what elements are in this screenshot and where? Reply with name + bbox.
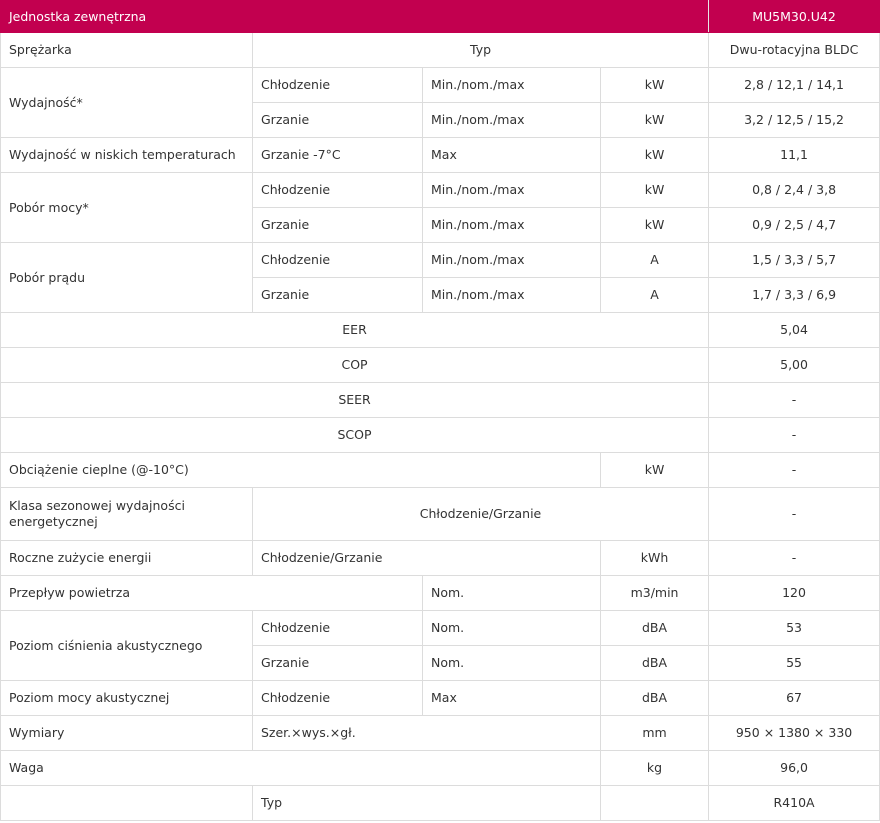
value-cell: 1,5 / 3,3 / 5,7 (709, 243, 880, 278)
table-row (1, 383, 880, 418)
mode-cell: Chłodzenie (253, 681, 423, 716)
table-row (1, 611, 880, 646)
table-row (1, 313, 880, 348)
table-header-row (1, 1, 880, 33)
value-cell: Dwu-rotacyjna BLDC (709, 33, 880, 68)
table-row (1, 681, 880, 716)
row-label: Roczne zużycie energii (1, 541, 253, 576)
spec-cell: Nom. (423, 611, 601, 646)
row-label: Klasa sezonowej wydajności energetycznej (1, 488, 253, 541)
unit-cell: dBA (601, 681, 709, 716)
unit-cell: kW (601, 68, 709, 103)
spec-cell: Typ (253, 33, 709, 68)
mode-cell: Grzanie (253, 646, 423, 681)
value-cell: 2,8 / 12,1 / 14,1 (709, 68, 880, 103)
unit-cell: A (601, 243, 709, 278)
table-title: Jednostka zewnętrzna (1, 1, 709, 33)
value-cell: R410A (709, 786, 880, 821)
row-label: EER (1, 313, 709, 348)
spec-cell: Min./nom./max (423, 243, 601, 278)
value-cell: 3,2 / 12,5 / 15,2 (709, 103, 880, 138)
unit-cell: kW (601, 173, 709, 208)
row-label: Wydajność w niskich temperaturach (1, 138, 253, 173)
value-cell: - (709, 418, 880, 453)
row-label: COP (1, 348, 709, 383)
mode-cell: Grzanie (253, 278, 423, 313)
table-row (1, 33, 880, 68)
mode-cell: Grzanie -7°C (253, 138, 423, 173)
unit-cell: kg (601, 751, 709, 786)
table-row (1, 488, 880, 541)
mode-cell: Chłodzenie (253, 173, 423, 208)
table-row (1, 173, 880, 208)
mode-cell: Grzanie (253, 208, 423, 243)
row-label: Poziom mocy akustycznej (1, 681, 253, 716)
table-row (1, 786, 880, 821)
mode-cell: Szer.×wys.×gł. (253, 716, 601, 751)
spec-cell: Max (423, 138, 601, 173)
row-label: Przepływ powietrza (1, 576, 423, 611)
row-label: SEER (1, 383, 709, 418)
value-cell: - (709, 453, 880, 488)
unit-cell: A (601, 278, 709, 313)
spec-cell: Nom. (423, 646, 601, 681)
spec-cell: Min./nom./max (423, 68, 601, 103)
row-label: Pobór mocy* (1, 173, 253, 243)
mode-cell: Chłodzenie (253, 68, 423, 103)
unit-cell: kW (601, 138, 709, 173)
unit-cell: dBA (601, 611, 709, 646)
mode-cell: Grzanie (253, 103, 423, 138)
value-cell: 5,00 (709, 348, 880, 383)
value-cell: - (709, 541, 880, 576)
row-label (1, 786, 253, 821)
table-row (1, 541, 880, 576)
table-row (1, 418, 880, 453)
unit-cell: kW (601, 453, 709, 488)
table-row (1, 576, 880, 611)
unit-cell: dBA (601, 646, 709, 681)
mode-cell: Typ (253, 786, 601, 821)
unit-cell: mm (601, 716, 709, 751)
value-cell: - (709, 488, 880, 541)
row-label: Sprężarka (1, 33, 253, 68)
row-label: SCOP (1, 418, 709, 453)
table-row (1, 68, 880, 103)
value-cell: 96,0 (709, 751, 880, 786)
row-label: Obciążenie cieplne (@-10°C) (1, 453, 601, 488)
value-cell: 11,1 (709, 138, 880, 173)
spec-cell: Min./nom./max (423, 278, 601, 313)
spec-cell: Max (423, 681, 601, 716)
row-label: Wydajność* (1, 68, 253, 138)
table-row (1, 243, 880, 278)
model-name: MU5M30.U42 (709, 1, 880, 33)
value-cell: 1,7 / 3,3 / 6,9 (709, 278, 880, 313)
table-row (1, 348, 880, 383)
spec-cell: Min./nom./max (423, 103, 601, 138)
value-cell: 0,9 / 2,5 / 4,7 (709, 208, 880, 243)
table-row (1, 453, 880, 488)
unit-cell: m3/min (601, 576, 709, 611)
unit-cell: kW (601, 208, 709, 243)
unit-cell: kWh (601, 541, 709, 576)
table-row (1, 751, 880, 786)
value-cell: 55 (709, 646, 880, 681)
mode-cell: Chłodzenie (253, 243, 423, 278)
value-cell: 0,8 / 2,4 / 3,8 (709, 173, 880, 208)
row-label: Waga (1, 751, 601, 786)
row-label: Poziom ciśnienia akustycznego (1, 611, 253, 681)
spec-cell: Min./nom./max (423, 208, 601, 243)
row-label: Pobór prądu (1, 243, 253, 313)
row-label: Wymiary (1, 716, 253, 751)
value-cell: 950 × 1380 × 330 (709, 716, 880, 751)
mode-cell: Chłodzenie/Grzanie (253, 488, 709, 541)
unit-cell (601, 786, 709, 821)
spec-cell: Min./nom./max (423, 173, 601, 208)
unit-cell: kW (601, 103, 709, 138)
table-row (1, 716, 880, 751)
value-cell: - (709, 383, 880, 418)
value-cell: 120 (709, 576, 880, 611)
mode-cell: Chłodzenie (253, 611, 423, 646)
mode-cell: Chłodzenie/Grzanie (253, 541, 601, 576)
value-cell: 67 (709, 681, 880, 716)
table-row (1, 138, 880, 173)
value-cell: 5,04 (709, 313, 880, 348)
value-cell: 53 (709, 611, 880, 646)
spec-cell: Nom. (423, 576, 601, 611)
